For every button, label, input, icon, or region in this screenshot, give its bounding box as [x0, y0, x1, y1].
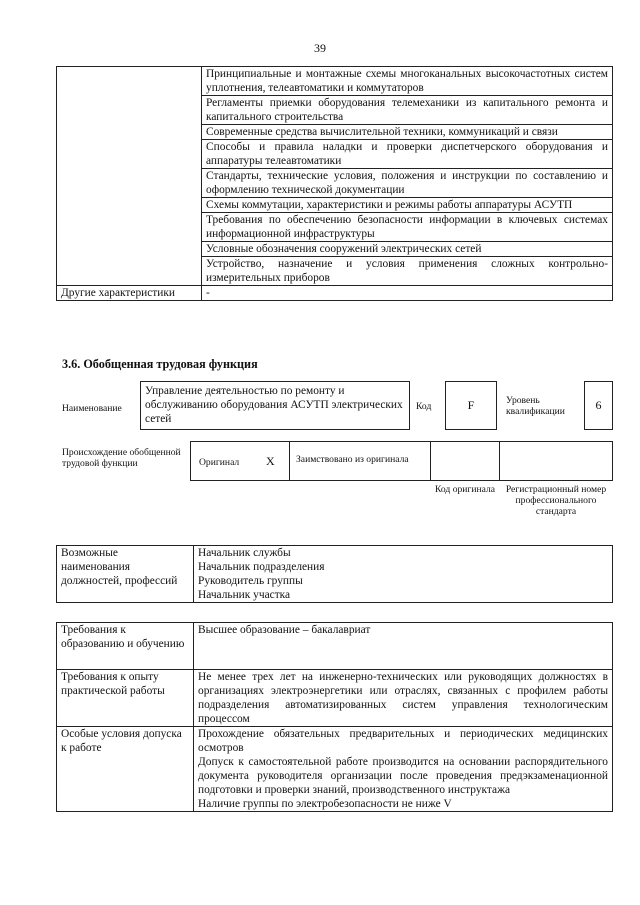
knowledge-row: Современные средства вычислительной техники, коммуникаций и связи	[202, 125, 613, 140]
experience-value: Не менее трех лет на инженерно-технических или руководящих должностях в организациях электроэнергетики или отраслях, связанных с профилем работы подразделения автоматизированных систем управления технологическим процессом	[194, 670, 613, 727]
section-title: 3.6. Обобщенная трудовая функция	[62, 357, 258, 371]
reg-number-box	[499, 441, 613, 481]
admission-item: Прохождение обязательных предварительных и периодических медицинских осмотров	[198, 728, 608, 754]
code-caption: Код оригинала	[434, 484, 496, 495]
page-number: 39	[314, 41, 326, 55]
admission-item: Наличие группы по электробезопасности не ниже V	[198, 798, 452, 810]
knowledge-row: Требования по обеспечению безопасности информации в ключевых системах информационной инфраструктуры	[202, 213, 613, 242]
experience-label: Требования к опыту практической работы	[57, 670, 194, 727]
education-label: Требования к образованию и обучению	[57, 623, 194, 670]
position-item: Начальник участка	[194, 588, 613, 603]
code-value: F	[445, 381, 497, 430]
knowledge-row: Стандарты, технические условия, положения и инструкции по составлению и оформлению технической документации	[202, 169, 613, 198]
other-characteristics-value: -	[202, 286, 613, 301]
education-value: Высшее образование – бакалавриат	[194, 623, 613, 670]
position-item: Начальник подразделения	[194, 560, 613, 574]
other-characteristics-label: Другие характеристики	[57, 286, 202, 301]
position-item: Начальник службы	[194, 546, 613, 561]
name-label: Наименование	[62, 403, 122, 414]
requirements-table	[56, 622, 613, 812]
admission-item: Допуск к самостоятельной работе производится на основании распорядительного документа руководителя организации после проведения предэкзаменационной подготовки и проверки знаний, производственного инструктажа	[198, 756, 608, 796]
positions-label: Возможные наименования должностей, профессий	[57, 546, 194, 603]
knowledge-row: Принципиальные и монтажные схемы многоканальных высокочастотных систем уплотнения, телеавтоматики и коммутаторов	[202, 67, 613, 96]
original-code-box	[430, 441, 500, 481]
function-name-box: Управление деятельностью по ремонту и обслуживанию оборудования АСУТП электрических сетей	[140, 381, 410, 430]
admission-label: Особые условия допуска к работе	[57, 727, 194, 812]
origin-label: Происхождение обобщенной трудовой функции	[62, 447, 181, 469]
original-box	[190, 441, 290, 481]
knowledge-row: Условные обозначения сооружений электрических сетей	[202, 242, 613, 257]
level-label: Уровень квалификации	[506, 395, 565, 417]
reg-caption: Регистрационный номер профессионального стандарта	[505, 484, 607, 517]
level-value: 6	[584, 381, 613, 430]
position-item: Руководитель группы	[194, 574, 613, 588]
empty-label-cell	[57, 67, 202, 286]
positions-table	[56, 545, 613, 603]
knowledge-row: Устройство, назначение и условия применения сложных контрольно-измерительных приборов	[202, 257, 613, 286]
knowledge-row: Регламенты приемки оборудования телемеханики из капитального ремонта и капитального строительства	[202, 96, 613, 125]
borrowed-box	[289, 441, 431, 481]
knowledge-row: Схемы коммутации, характеристики и режимы работы аппаратуры АСУТП	[202, 198, 613, 213]
original-mark: X	[266, 454, 275, 468]
borrowed-label: Заимствовано из оригинала	[296, 454, 409, 465]
code-label: Код	[416, 401, 432, 412]
knowledge-row: Способы и правила наладки и проверки диспетчерского оборудования и аппаратуры телеавтоматики	[202, 140, 613, 169]
knowledge-table	[56, 66, 613, 301]
original-label: Оригинал	[199, 457, 240, 468]
admission-value	[194, 727, 613, 812]
